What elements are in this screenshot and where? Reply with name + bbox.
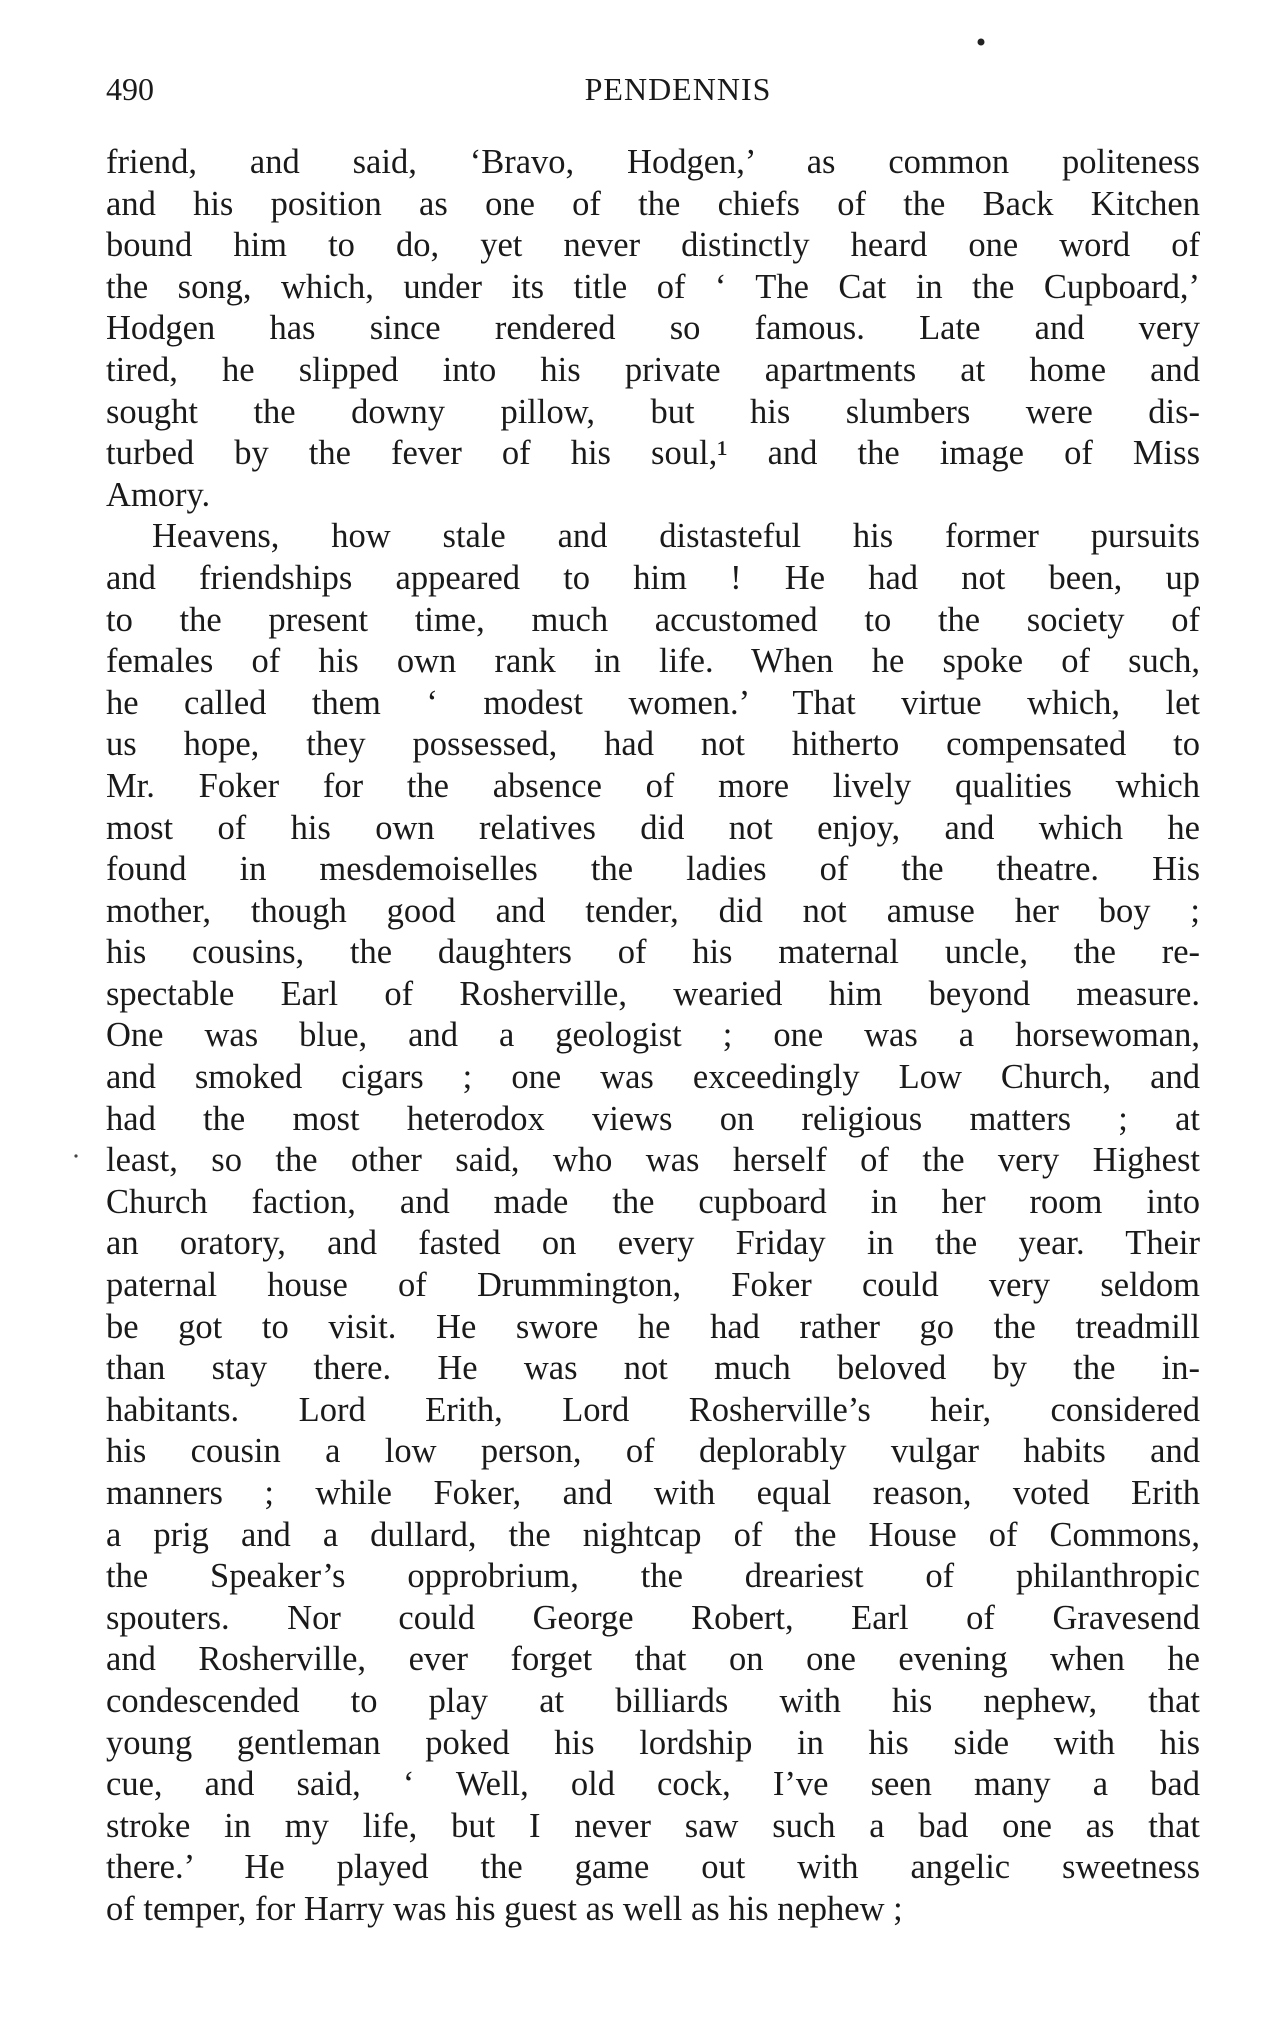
text-line: tired, he slipped into his private apartments at home and — [106, 350, 1200, 389]
text-line: friend, and said, ‘Bravo, Hodgen,’ as common politeness — [106, 143, 1200, 181]
text-line: manners ; while Foker, and with equal reason, voted Erith — [106, 1474, 1200, 1512]
text-line: he called them ‘ modest women.’ That virtue which, let — [106, 683, 1200, 722]
text-line: than stay there. He was not much beloved by the in- — [106, 1349, 1200, 1388]
text-line: Hodgen has since rendered so famous. Late and very — [106, 309, 1200, 348]
text-line: spouters. Nor could George Robert, Earl of Gravesend — [106, 1598, 1200, 1637]
text-line: an oratory, and fasted on every Friday in the year. Their — [106, 1224, 1200, 1263]
text-line: a prig and a dullard, the nightcap of the House of Commons, — [106, 1515, 1200, 1554]
text-line: most of his own relatives did not enjoy, and which he — [106, 808, 1200, 847]
text-line: the Speaker’s opprobrium, the dreariest of philanthropic — [106, 1557, 1200, 1596]
text-line: there.’ He played the game out with angelic sweetness — [106, 1848, 1200, 1887]
text-line: and smoked cigars ; one was exceedingly Low Church, and — [106, 1058, 1200, 1097]
text-line: condescended to play at billiards with his nephew, that — [106, 1681, 1200, 1720]
text-line: stroke in my life, but I never saw such a bad one as that — [106, 1806, 1200, 1845]
text-line: young gentleman poked his lordship in his side with his — [106, 1723, 1200, 1762]
text-line: be got to visit. He swore he had rather go the treadmill — [106, 1307, 1200, 1346]
text-line: Mr. Foker for the absence of more lively qualities which — [106, 766, 1200, 805]
text-line: paternal house of Drummington, Foker could very seldom — [106, 1266, 1200, 1305]
text-line: Church faction, and made the cupboard in her room into — [106, 1182, 1200, 1221]
text-line: found in mesdemoiselles the ladies of the theatre. His — [106, 850, 1200, 889]
text-line: and friendships appeared to him ! He had not been, up — [106, 558, 1200, 597]
text-line: bound him to do, yet never distinctly heard one word of — [106, 226, 1200, 265]
text-line: of temper, for Harry was his guest as well as his nephew ; — [106, 1889, 903, 1928]
text-line: and his position as one of the chiefs of the Back Kitchen — [106, 184, 1200, 223]
text-line: sought the downy pillow, but his slumbers were dis- — [106, 392, 1200, 431]
text-line: spectable Earl of Rosherville, wearied him beyond measure. — [106, 974, 1200, 1013]
text-line: females of his own rank in life. When he spoke of such, — [106, 642, 1200, 681]
text-line: turbed by the fever of his soul,¹ and the image of Miss — [106, 434, 1200, 473]
running-head — [106, 66, 1200, 112]
text-line: habitants. Lord Erith, Lord Rosherville’s heir, considered — [106, 1390, 1200, 1429]
paragraph — [106, 142, 1200, 516]
text-line: Amory. — [106, 475, 211, 514]
text-line: cue, and said, ‘ Well, old cock, I’ve seen many a bad — [106, 1765, 1200, 1804]
text-line: had the most heterodox views on religious matters ; at — [106, 1099, 1200, 1138]
text-line: the song, which, under its title of ‘ The Cat in the Cupboard,’ — [106, 267, 1200, 306]
text-line: us hope, they possessed, had not hitherto compensated to — [106, 725, 1200, 764]
text-line: mother, though good and tender, did not amuse her boy ; — [106, 891, 1200, 930]
body-text — [106, 142, 1200, 1931]
paragraph — [106, 516, 1200, 1930]
text-line: his cousin a low person, of deplorably vulgar habits and — [106, 1432, 1200, 1471]
text-line: Heavens, how stale and distasteful his former pursuits — [152, 517, 1200, 556]
page-number: 490 — [106, 71, 154, 107]
text-line: least, so the other said, who was herself of the very Highest — [106, 1141, 1200, 1180]
text-line: and Rosherville, ever forget that on one evening when he — [106, 1640, 1200, 1679]
text-line: One was blue, and a geologist ; one was a horsewoman, — [106, 1016, 1200, 1055]
running-title: PENDENNIS — [584, 71, 772, 107]
text-line: his cousins, the daughters of his maternal uncle, the re- — [106, 933, 1200, 972]
text-line: to the present time, much accustomed to the society of — [106, 600, 1200, 639]
